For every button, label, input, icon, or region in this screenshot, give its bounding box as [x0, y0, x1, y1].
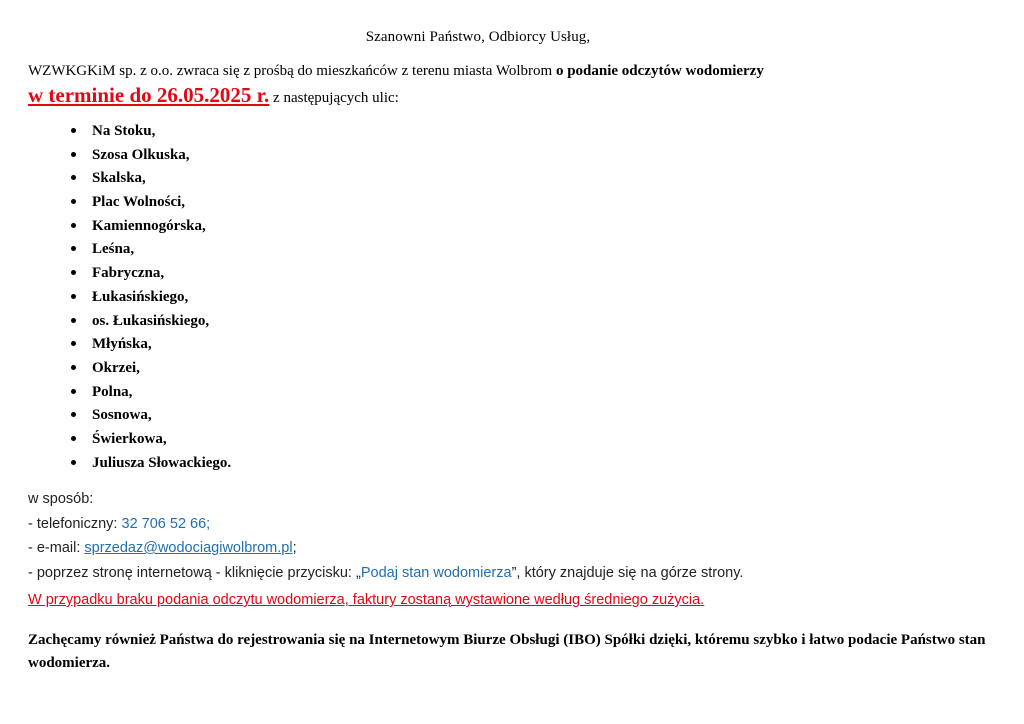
bullet-icon — [71, 175, 76, 180]
list-item — [70, 239, 231, 263]
email-suffix: ; — [292, 540, 297, 556]
list-item — [70, 263, 231, 287]
intro-text: WZWKGKiM sp. z o.o. zwraca się z prośbą do mieszkańców z terenu miasta Wolbrom — [28, 63, 556, 79]
list-item — [70, 168, 231, 192]
web-button-link[interactable]: Podaj stan wodomierza — [360, 564, 512, 581]
greeting: Szanowni Państwo, Odbiorcy Usług, — [365, 29, 591, 45]
street-name: Leśna, — [92, 241, 135, 258]
street-name: Sosnowa, — [92, 407, 152, 424]
bullet-icon — [71, 318, 76, 323]
list-item — [70, 358, 231, 382]
bullet-icon — [71, 199, 76, 204]
street-name: Polna, — [92, 383, 133, 400]
street-name: Szosa Olkuska, — [92, 146, 190, 163]
list-item — [70, 334, 231, 358]
bullet-icon — [71, 341, 76, 346]
contact-phone-row — [28, 512, 743, 537]
list-item — [70, 216, 231, 240]
list-item — [70, 311, 231, 335]
list-item — [70, 405, 231, 429]
bullet-icon — [71, 270, 76, 275]
bullet-icon — [71, 436, 76, 441]
bullet-icon — [71, 128, 76, 133]
contact-web-row — [28, 561, 743, 586]
bullet-icon — [71, 412, 76, 417]
street-name: Okrzei, — [92, 359, 140, 376]
warning-notice: W przypadku braku podania odczytu wodomierza, faktury zostaną wystawione według średniego zużycia. — [28, 592, 705, 608]
bullet-icon — [71, 223, 76, 228]
bullet-icon — [71, 389, 76, 394]
list-item — [70, 382, 231, 406]
street-name: Juliusza Słowackiego. — [92, 454, 232, 471]
web-label: - poprzez stronę internetową - kliknięcie przycisku: „ — [28, 564, 361, 581]
list-item — [70, 287, 231, 311]
bullet-icon — [71, 365, 76, 370]
phone-number[interactable]: 32 706 52 66; — [121, 515, 211, 532]
contact-email-row — [28, 536, 743, 561]
street-list — [70, 121, 231, 476]
bullet-icon — [71, 246, 76, 251]
bullet-icon — [71, 294, 76, 299]
street-name: Plac Wolności, — [92, 194, 186, 211]
contact-methods — [28, 487, 743, 585]
list-item — [70, 429, 231, 453]
street-name: Młyńska, — [92, 336, 152, 353]
street-name: Na Stoku, — [92, 123, 156, 139]
deadline: w terminie do 26.05.2025 r. — [28, 83, 270, 107]
list-item — [70, 192, 231, 216]
street-name: Kamiennogórska, — [92, 217, 206, 234]
bullet-icon — [71, 152, 76, 157]
intro-text-end: z następujących ulic: — [269, 90, 399, 106]
closing-paragraph: Zachęcamy również Państwa do rejestrowania się na Internetowym Biurze Obsługi (IBO) Spółki dzięki, któremu szybko i łatwo podacie Państwo stan wodomierza. — [28, 632, 986, 671]
contact-heading: w sposób: — [28, 491, 94, 507]
street-name: Łukasińskiego, — [92, 288, 189, 305]
bullet-icon — [71, 460, 76, 465]
list-item — [70, 121, 231, 145]
street-name: Skalska, — [92, 170, 146, 187]
web-suffix: ”, który znajduje się na górze strony. — [511, 564, 744, 581]
phone-label: - telefoniczny: — [28, 515, 122, 532]
email-link[interactable]: sprzedaz@wodociagiwolbrom.pl — [84, 540, 293, 556]
street-name: Świerkowa, — [92, 430, 167, 447]
list-item — [70, 453, 231, 477]
street-name: os. Łukasińskiego, — [92, 312, 210, 329]
list-item — [70, 145, 231, 169]
intro-paragraph — [28, 59, 996, 110]
intro-bold-request: o podanie odczytów wodomierzy — [555, 63, 764, 79]
email-label: - e-mail: — [28, 540, 85, 556]
street-name: Fabryczna, — [92, 265, 165, 282]
